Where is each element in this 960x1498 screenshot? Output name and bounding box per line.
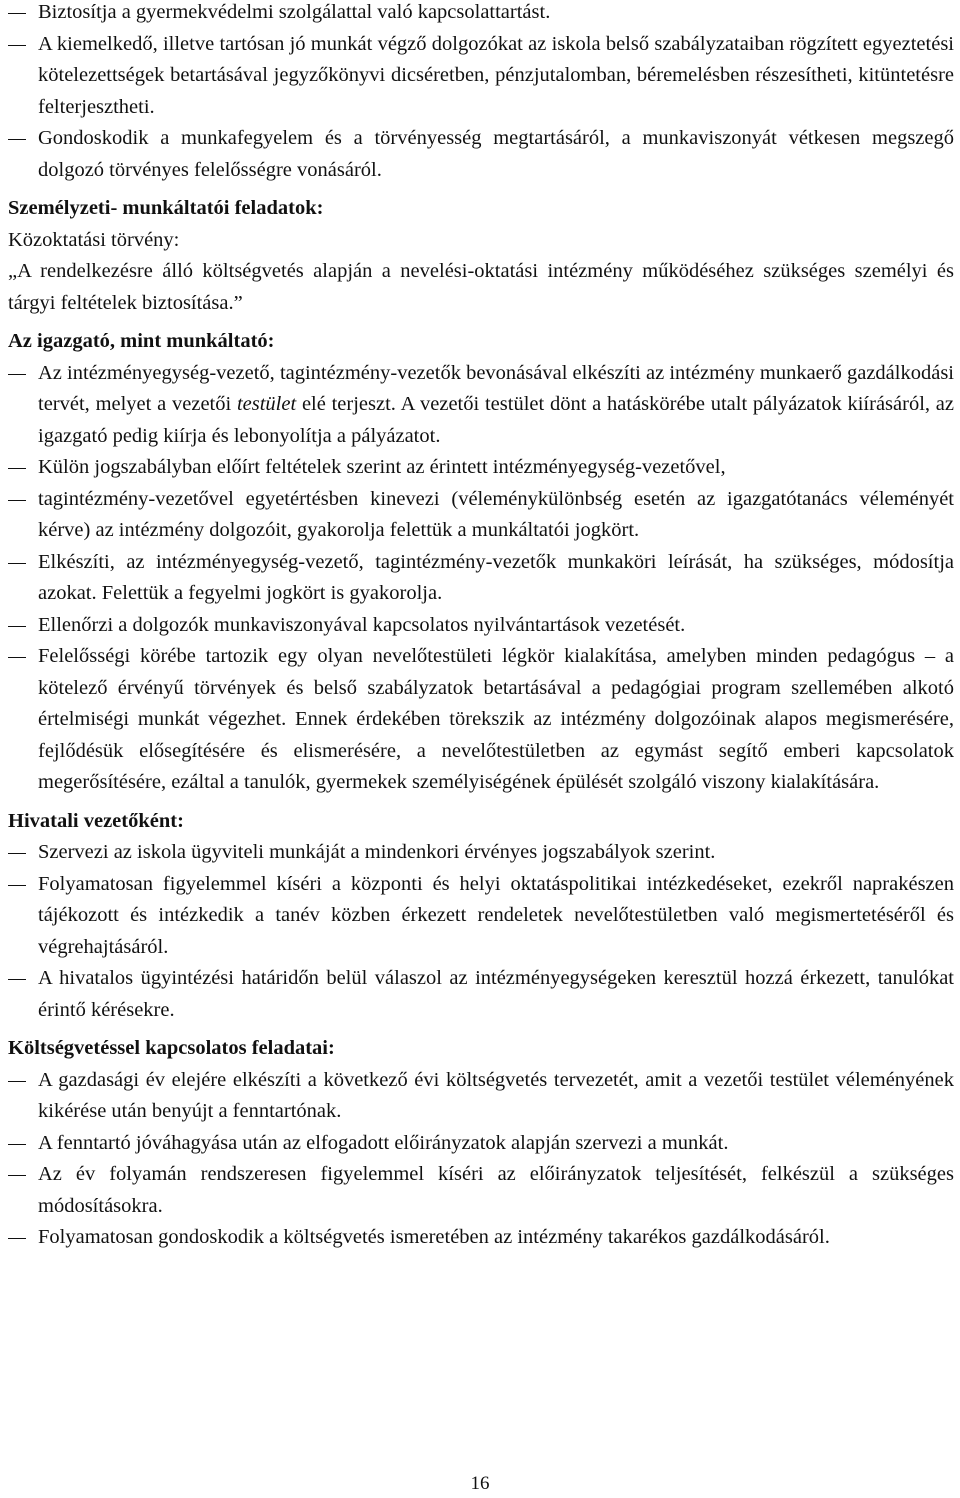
section-heading-personnel: Személyzeti- munkáltatói feladatok: xyxy=(8,197,324,219)
section-heading-office: Hivatali vezetőként: xyxy=(8,809,184,832)
dash-bullet-icon xyxy=(8,1238,26,1239)
dash-bullet-icon xyxy=(8,468,26,469)
list-item: tagintézmény-vezetővel egyetértésben kinevezi (véleménykülönbség esetén az igazgatótanács véleményét kérve) az intézmény dolgozóit, gyakorolja felettük a munkáltatói jogkört. xyxy=(8,484,954,547)
dash-bullet-icon xyxy=(8,139,26,140)
law-label: Közoktatási törvény: xyxy=(8,228,180,251)
list-item: Az intézményegység-vezető, tagintézmény-vezetők bevonásával elkészíti az intézmény munkaerő gazdálkodási tervét, melyet a vezetői testület elé terjeszt. A vezetői testület dönt a hatáskörébe utalt pályázatok kiírásáról, az igazgató pedig kiírja és lebonyolítja a pályázatot. xyxy=(8,358,954,453)
list-item: Biztosítja a gyermekvédelmi szolgálattal való kapcsolattartást. xyxy=(8,0,954,29)
list-item: Szervezi az iskola ügyviteli munkáját a mindenkori érvényes jogszabályok szerint. xyxy=(8,837,954,869)
list-item: Az év folyamán rendszeresen figyelemmel kíséri az előirányzatok teljesítését, felkészül a szükséges módosításokra. xyxy=(8,1159,954,1222)
dash-bullet-icon xyxy=(8,626,26,627)
page-content xyxy=(8,0,954,1254)
law-quote: „A rendelkezésre álló költségvetés alapján a nevelési-oktatási intézmény működéséhez szükséges személyi és tárgyi feltételek biztosítása.” xyxy=(8,260,954,314)
dash-bullet-icon xyxy=(8,374,26,375)
dash-bullet-icon xyxy=(8,853,26,854)
dash-bullet-icon xyxy=(8,1144,26,1145)
list-item: Ellenőrzi a dolgozók munkaviszonyával kapcsolatos nyilvántartások vezetését. xyxy=(8,610,954,642)
dash-bullet-icon xyxy=(8,45,26,46)
dash-bullet-icon xyxy=(8,563,26,564)
dash-bullet-icon xyxy=(8,657,26,658)
list-item: A hivatalos ügyintézési határidőn belül válaszol az intézményegységeken keresztül hozzá érkezett, tanulókat érintő kérésekre. xyxy=(8,963,954,1026)
section-heading-employer: Az igazgató, mint munkáltató: xyxy=(8,330,275,352)
list-item: Külön jogszabályban előírt feltételek szerint az érintett intézményegység-vezetővel, xyxy=(8,452,954,484)
list-item: Gondoskodik a munkafegyelem és a törvényesség megtartásáról, a munkaviszonyát vétkesen megszegő dolgozó törvényes felelősségre vonásáról. xyxy=(8,123,954,186)
dash-bullet-icon xyxy=(8,13,26,14)
list-item: Felelősségi körébe tartozik egy olyan nevelőtestületi légkör kialakítása, amelyben minden pedagógus – a kötelező érvényű törvények és belső szabályzatok betartásával a pedagógiai program szellemében alkotó értelmiségi munkát végezhet. Ennek érdekében törekszik az intézmény dolgozóinak alapos megismerésére, fejlődésük elősegítésére és elismerésére, a nevelőtestületben az egymást segítő emberi kapcsolatok megerősítésére, ezáltal a tanulók, gyermekek személyiségének épülését szolgáló viszony kialakítására. xyxy=(8,641,954,799)
dash-bullet-icon xyxy=(8,885,26,886)
list-item: Folyamatosan gondoskodik a költségvetés ismeretében az intézmény takarékos gazdálkodásáról. xyxy=(8,1222,954,1254)
list-item: Elkészíti, az intézményegység-vezető, tagintézmény-vezetők munkaköri leírását, ha szükséges, módosítja azokat. Felettük a fegyelmi jogkört is gyakorolja. xyxy=(8,547,954,610)
page-number: 16 xyxy=(470,1473,490,1494)
list-item: Folyamatosan figyelemmel kíséri a központi és helyi oktatáspolitikai intézkedéseket, ezekről naprakészen tájékozott és intézkedik a tanév közben érkezett rendeletek nevelőtestületben való megismertetéséről és végrehajtásáról. xyxy=(8,869,954,964)
list-item: A fenntartó jóváhagyása után az elfogadott előirányzatok alapján szervezi a munkát. xyxy=(8,1128,954,1160)
dash-bullet-icon xyxy=(8,1081,26,1082)
list-item: A kiemelkedő, illetve tartósan jó munkát végző dolgozókat az iskola belső szabályzataiban rögzített egyeztetési kötelezettségek betartásával jegyzőkönyvi dicséretben, pénzjutalomban, béremelésben részesítheti, kitüntetésre felterjesztheti. xyxy=(8,29,954,124)
dash-bullet-icon xyxy=(8,1175,26,1176)
section-heading-budget: Költségvetéssel kapcsolatos feladatai: xyxy=(8,1037,335,1059)
list-item: A gazdasági év elejére elkészíti a következő évi költségvetés tervezetét, amit a vezetői testület véleményének kikérése után benyújt a fenntartónak. xyxy=(8,1065,954,1128)
dash-bullet-icon xyxy=(8,979,26,980)
dash-bullet-icon xyxy=(8,500,26,501)
